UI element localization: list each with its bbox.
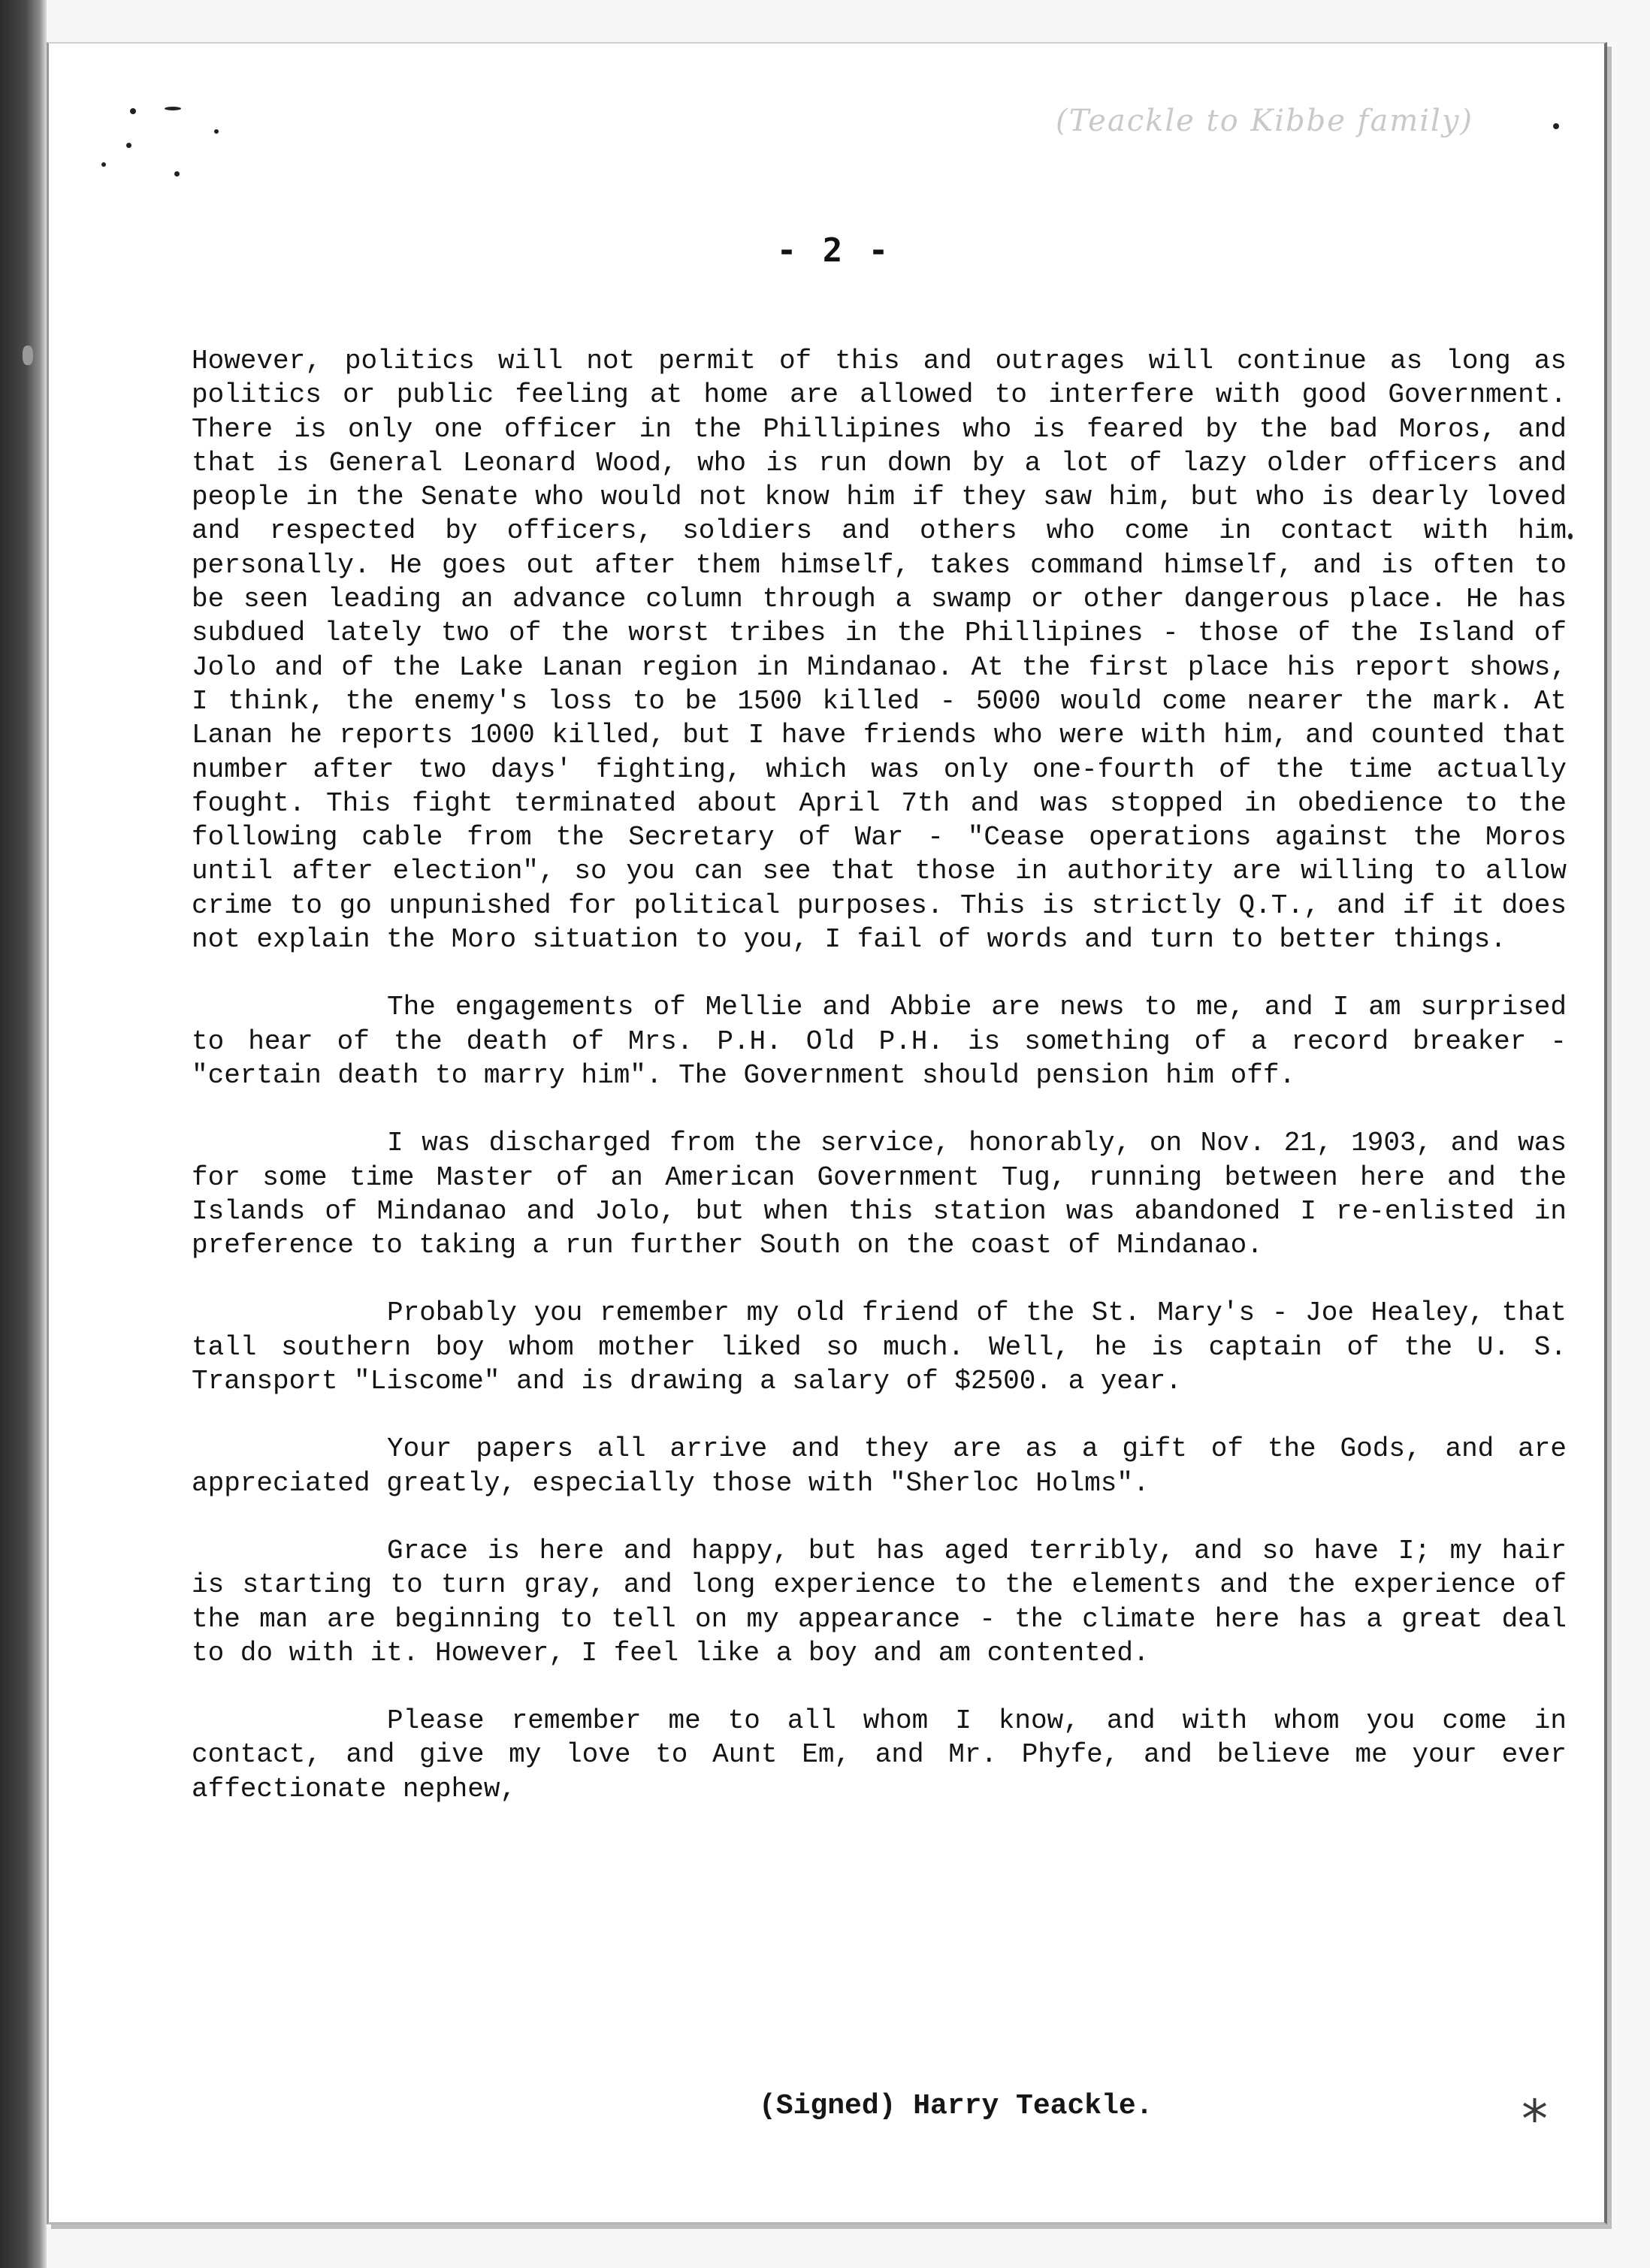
pencil-annotation: (Teackle to Kibbe family) (1056, 104, 1474, 138)
paragraph-closing: Please remember me to all whom I know, and with whom you come in contact, and give my love to Aunt Em, and Mr. Phyfe, and believe me your ever affectionate nephew, (192, 1705, 1567, 1804)
ink-speck (214, 129, 219, 134)
paragraph-joe-healey: Probably you remember my old friend of the St. Mary's - Joe Healey, that tall southern boy whom mother liked so much. Well, he is captain of the U. S. Transport "Liscome" and is drawing a salary of $2500. a year. (192, 1297, 1567, 1397)
paragraph-grace: Grace is here and happy, but has aged terribly, and so have I; my hair is starting to turn gray, and long experience to the elements and the experience of the man are beginning to tell on my appearance - the climate here has a great deal to do with it. However, I feel like a boy and am contented. (192, 1535, 1567, 1669)
ink-speck (1568, 533, 1573, 539)
ink-speck (165, 107, 181, 110)
ink-speck (101, 162, 106, 167)
page-number: - 2 - (776, 231, 892, 270)
ink-speck (1553, 123, 1559, 129)
margin-smudge (23, 346, 33, 365)
paragraph-discharge: I was discharged from the service, honorably, on Nov. 21, 1903, and was for some time Master of an American Government Tug, running between here and the Islands of Mindanao and Jolo, but when this station was abandoned I re-enlisted in preference to taking a run further South on the coast of Mindanao. (192, 1128, 1567, 1261)
ink-speck (130, 108, 136, 114)
paragraph-engagements: The engagements of Mellie and Abbie are news to me, and I am surprised to hear of the death of Mrs. P.H. Old P.H. is something of a record breaker -"certain death to marry him". The Government should pension him off. (192, 992, 1567, 1091)
paragraph-papers: Your papers all arrive and they are as a gift of the Gods, and are appreciated greatly, especially those with "Sherloc Holms". (192, 1433, 1567, 1499)
signature-line: (Signed) Harry Teackle. (759, 2090, 1153, 2122)
scan-left-shadow (0, 0, 47, 2268)
pencil-tick-mark: ⁎ (1522, 2072, 1548, 2134)
ink-speck (126, 143, 131, 148)
letter-body (192, 344, 1567, 1806)
ink-speck (174, 171, 180, 177)
paragraph-moro-politics: However, politics will not permit of this and outrages will continue as long as politics or public feeling at home are allowed to interfere with good Government. There is only one officer in the Phillipines who is feared by the bad Moros, and that is General Leonard Wood, who is run down by a lot of lazy older officers and people in the Senate who would not know him if they saw him, but who is dearly loved and respected by officers, soldiers and others who come in contact with him personally. He goes out after them himself, takes command himself, and is often to be seen leading an advance column through a swamp or other dangerous place. He has subdued lately two of the worst tribes in the Phillipines - those of the Island of Jolo and of the Lake Lanan region in Mindanao. At the first place his report shows, I think, the enemy's loss to be 1500 killed - 5000 would come nearer the mark. At Lanan he reports 1000 killed, but I have friends who were with him, and counted that number after two days' fighting, which was only one-fourth of the time actually fought. This fight terminated about April 7th and was stopped in obedience to the following cable from the Secretary of War - "Cease operations against the Moros until after election", so you can see that those in authority are willing to allow crime to go unpunished for political purposes. This is strictly Q.T., and if it does not explain the Moro situation to you, I fail of words and turn to better things. (192, 346, 1567, 956)
letter-page (47, 42, 1607, 2224)
